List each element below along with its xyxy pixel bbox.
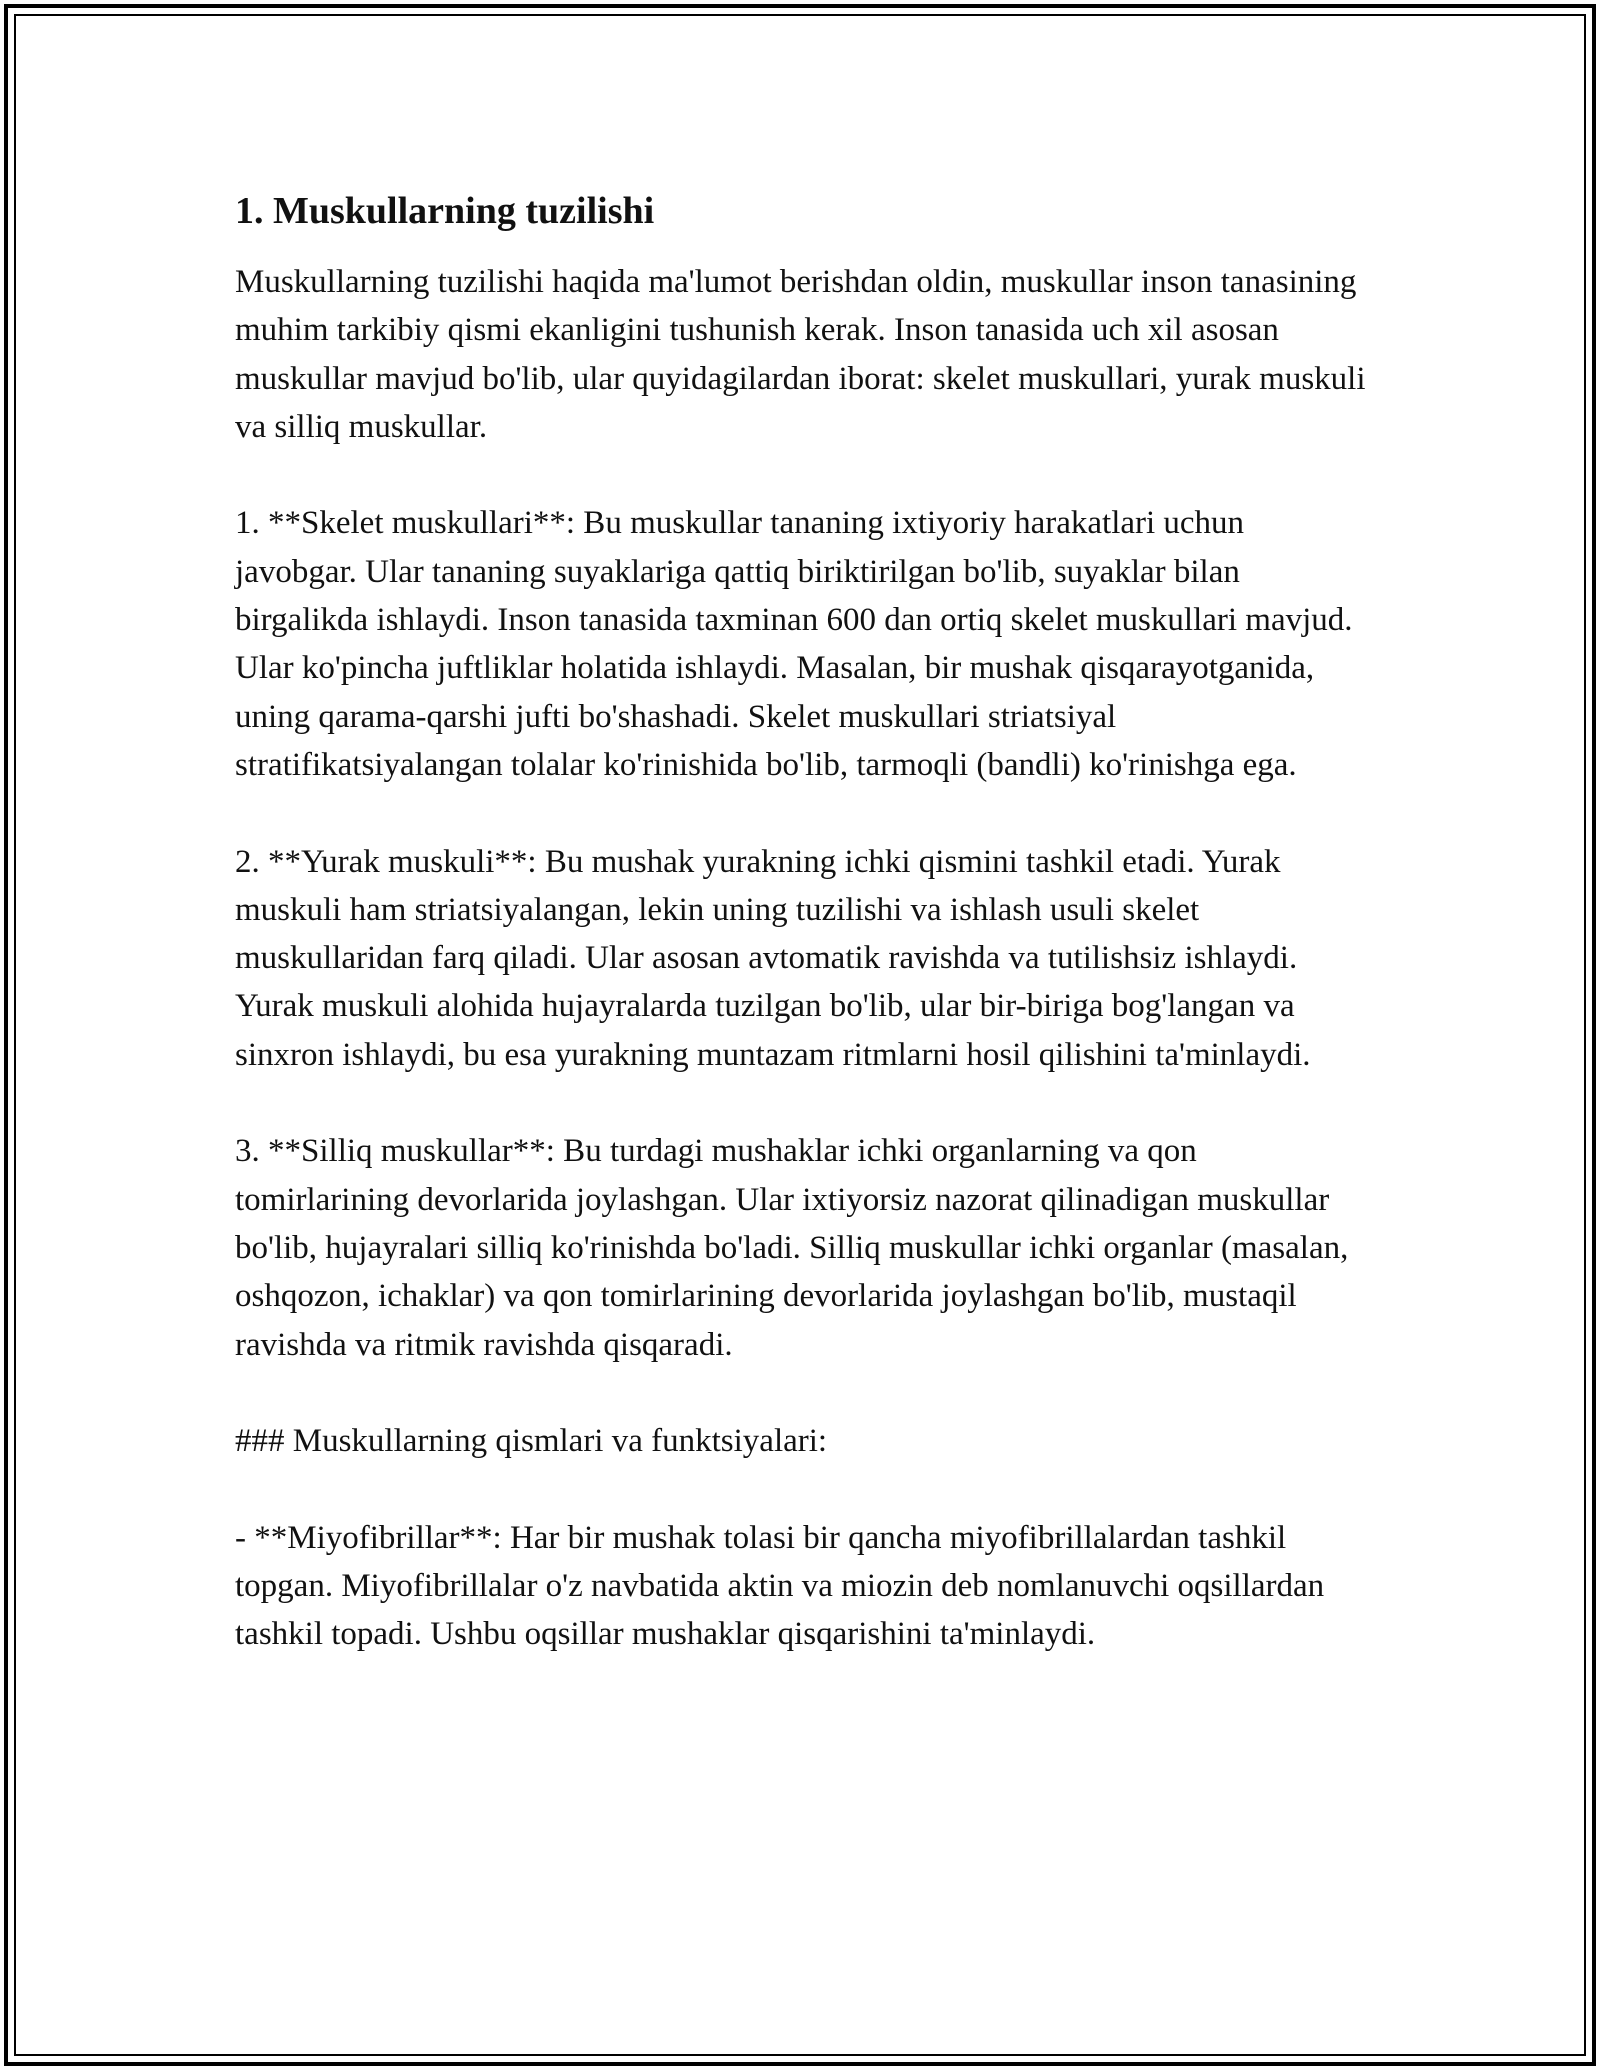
subheading-paragraph: ### Muskullarning qismlari va funktsiyalari: bbox=[235, 1423, 828, 1460]
document-heading: 1. Muskullarning tuzilishi bbox=[235, 190, 655, 232]
myofibrils-paragraph: - **Miyofibrillar**: Har bir mushak tolasi bir qancha miyofibrillalardan tashkil topgan. Miyofibrillalar o'z navbatida aktin va miozin deb nomlanuvchi oqsillardan tashkil topadi. Ushbu oqsillar mushaklar qisqarishini ta'minlaydi. bbox=[235, 1519, 1325, 1653]
skeletal-muscle-paragraph: 1. **Skelet muskullari**: Bu muskullar tananing ixtiyoriy harakatlari uchun javobgar. Ular tananing suyaklariga qattiq biriktirilgan bo'lib, suyaklar bilan birgalikda ishlaydi. Inson tanasida taxminan 600 dan ortiq skelet muskullari mavjud. Ular ko'pincha juftliklar holatida ishlaydi. Masalan, bir mushak qisqarayotganida, uning qarama-qarshi jufti bo'shashadi. Skelet muskullari striatsiyal stratifikatsiyalangan tolalar ko'rinishida bo'lib, tarmoqli (bandli) ko'rinishga ega. bbox=[235, 505, 1353, 783]
cardiac-muscle-paragraph: 2. **Yurak muskuli**: Bu mushak yurakning ichki qismini tashkil etadi. Yurak muskuli ham striatsiyalangan, lekin uning tuzilishi va ishlash usuli skelet muskullaridan farq qiladi. Ular asosan avtomatik ravishda va tutilishsiz ishlaydi. Yurak muskuli alohida hujayralarda tuzilgan bo'lib, ular bir-biriga bog'langan va sinxron ishlaydi, bu esa yurakning muntazam ritmlarni hosil qilishini ta'minlaydi. bbox=[235, 843, 1311, 1073]
document-body bbox=[235, 186, 1370, 1707]
intro-paragraph: Muskullarning tuzilishi haqida ma'lumot berishdan oldin, muskullar inson tanasining muhim tarkibiy qismi ekanligini tushunish kerak. Inson tanasida uch xil asosan muskullar mavjud bo'lib, ular quyidagilardan iborat: skelet muskullari, yurak muskuli va silliq muskullar. bbox=[235, 264, 1366, 445]
smooth-muscle-paragraph: 3. **Silliq muskullar**: Bu turdagi mushaklar ichki organlarning va qon tomirlarining devorlarida joylashgan. Ular ixtiyorsiz nazorat qilinadigan muskullar bo'lib, hujayralari silliq ko'rinishda bo'ladi. Silliq muskullar ichki organlar (masalan, oshqozon, ichaklar) va qon tomirlarining devorlarida joylashgan bo'lib, mustaqil ravishda va ritmik ravishda qisqaradi. bbox=[235, 1133, 1349, 1363]
